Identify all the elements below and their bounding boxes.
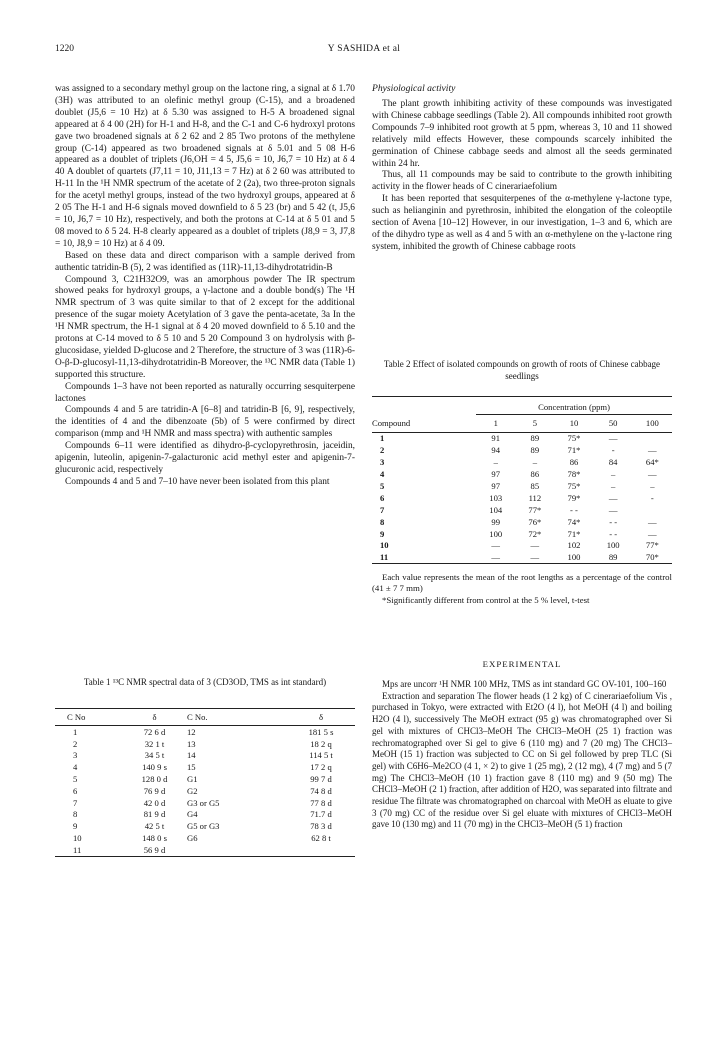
table2-value-cell: — (491, 540, 500, 551)
experimental-paragraph: Extraction and separation The flower heads (1 2 kg) of C cinerariaefolium Vis , purchased in Tokyo, were extracted with Et2O (4 l), hot MeOH (4 l) and boiling H2O (4 l), successively The MeOH extract (95 g) was chromatographed over Si gel with mixtures of CHCl3–MeOH The CHCl3–MeOH (25 1) fraction was rechromatographed over Si gel to give 6 (110 mg) and 7 (20 mg) The CHCl3–MeOH (15 1) fraction was subjected to CC on Si gel followed by prep TLC (Si gel) with C6H6–Me2CO (4 1, × 2) to give 1 (25 mg), 2 (12 mg), 4 (7 mg) and 5 (7 mg) The CHCl3–MeOH (10 1) fraction gave 8 (110 mg) and 9 (50 mg) The CHCl3–MeOH (2 1) fraction, after addition of H2O, was separated into filtrate and residue The filtrate was chromatographed on charcoal with MeOH as eluate to give 3 (70 mg) CC of the residue over Si gel eluate with mixtures of CHCl3–MeOH gave 10 (130 mg) and 11 (70 mg) in the CHCl3–MeOH (5 1) fraction (372, 690, 672, 830)
table2-row (372, 492, 672, 504)
table2-value-cell: 78* (567, 469, 581, 480)
table2-value-cell: 77* (528, 504, 542, 515)
table1-row (55, 844, 355, 856)
table2-row (372, 528, 672, 540)
table1-shift-cell: 114 5 t (309, 750, 333, 761)
table2-value-cell: 79* (567, 492, 581, 503)
table2-value-cell: — (648, 528, 657, 539)
table1-carbon-cell: 9 (73, 821, 78, 832)
table2-row (372, 551, 672, 563)
table1-row (55, 773, 355, 785)
body-paragraph: was assigned to a secondary methyl group on the lactone ring, a signal at δ 1.70 (3H) was attributed to an olefinic methyl group (C-15), and a broadened doublet (J5,6 = 10 Hz) at δ 5.30 was assigned to H-5 A broadened signal appeared at δ 4 00 (2H) for H-1 and H-8, and the C-1 and C-6 hydroxyl protons gave two broadened signals at δ 2 62 and 2 85 Two protons of the methylene group (C-14) appeared as two broadened signals at δ 5.01 and 5 08 H-6 appeared as a doublet of triplets (J6,OH = 4 5, J5,6 = 10, J6,7 = 10 Hz) at δ 4 40 A doublet of quartets (J7,11 = 10, J11,13 = 7 Hz) at δ 2 60 was attributed to H-11 In the ¹H NMR spectrum of the acetate of 2 (2a), two three-proton signals for the acetyl methyl groups, instead of the two hydroxyl groups, appeared at δ 2 05 The H-1 and H-6 signals moved downfield to δ 5 23 (br) and 5 42 (t, J5,6 = 10, J6,7 = 10 Hz), respectively, and both the protons at C-14 at δ 5 01 and 5 08 moved to δ 5 24. H-8 clearly appeared as a doublet of triplets (J8,9 = 3, J7,8 = 10, J8,9 = 10 Hz) at δ 4 09. (55, 84, 355, 249)
table2-value-cell: 86 (530, 469, 540, 480)
table1-shift-cell: 76 9 d (143, 785, 166, 796)
table2-value-cell: 94 (491, 445, 500, 456)
table1-carbon-cell: G5 or G3 (187, 821, 220, 832)
table1-shift-cell: 78 3 d (310, 821, 332, 832)
table2-compound-cell: 8 (380, 516, 385, 527)
table2-compound-cell: 3 (380, 457, 385, 468)
right-column (372, 99, 672, 254)
table2-compound-cell: 5 (380, 481, 385, 491)
table1-carbon-cell: G3 or G5 (187, 797, 220, 808)
table1-col-header: δ (152, 712, 157, 722)
table2-note: Each value represents the mean of the root lengths as a percentage of the control (41 ± 7 7 mm) (372, 572, 672, 594)
table1-carbon-cell: G1 (187, 774, 198, 785)
table2-value-cell: 84 (608, 457, 618, 468)
table1-carbon-cell (187, 844, 287, 856)
table1-shift-cell: 74 8 d (310, 785, 332, 796)
table1-shift-cell: 140 9 s (142, 762, 167, 773)
table1-shift-cell: 148 0 s (142, 833, 167, 844)
table2-value-cell: 104 (489, 504, 503, 515)
table2-value-cell: — (648, 516, 657, 527)
table2-value-cell: - - (570, 504, 578, 515)
body-paragraph: Compounds 4 and 5 are tatridin-A [6–8] and tatridin-B [6, 9], respectively, the identities of 4 and the dibenzoate (5b) of 5 were confirmed by direct comparison (mmp and ¹H NMR and mass spectra) with authentic samples (55, 405, 355, 440)
table1-shift-cell: 128 0 d (141, 774, 168, 785)
table2-value-cell: 99 (491, 516, 500, 527)
table2-compound-cell: 7 (380, 504, 385, 515)
table1-row (55, 750, 355, 762)
table1-carbon-cell: 13 (187, 738, 196, 749)
table1-shift-cell: 62 8 t (311, 833, 331, 844)
physiological-activity-heading: Physiological activity (372, 83, 456, 94)
experimental-heading: EXPERIMENTAL (482, 659, 562, 669)
table2-value-cell: 75* (567, 433, 581, 444)
table1-carbon-cell: 6 (73, 785, 78, 796)
table2-col-header: Compound (372, 418, 411, 428)
table1-shift-cell: 181 5 s (308, 726, 334, 737)
table1-col-header: C No (67, 712, 86, 722)
table2-value-cell: - (650, 492, 654, 503)
table2-row (372, 456, 672, 468)
body-paragraph: Compounds 1–3 have not been reported as naturally occurring sesquiterpene lactones (55, 381, 355, 404)
table2-value-cell: 100 (606, 540, 620, 551)
table2-value-cell: 89 (530, 433, 540, 444)
table2-value-cell: 89 (530, 445, 540, 456)
table1-shift-cell: 72 6 d (143, 726, 166, 737)
table2-value-cell: - - (609, 516, 618, 527)
table2 (372, 396, 672, 566)
experimental-section (372, 679, 672, 831)
table2-row (372, 480, 672, 492)
table2-value-cell: — (491, 552, 500, 563)
table1-shift-cell: 18 2 q (310, 738, 332, 749)
table1-row (55, 726, 355, 738)
table2-col-header: 50 (608, 418, 618, 429)
table2-value-cell: 100 (567, 552, 581, 563)
table2-value-cell: 103 (489, 492, 503, 503)
table2-compound-cell: 6 (380, 492, 385, 503)
table2-compound-cell: 11 (380, 552, 389, 563)
table1-col-header: C No. (187, 712, 208, 722)
table1-carbon-cell: 1 (73, 726, 78, 737)
table1-row (55, 797, 355, 809)
body-paragraph: Compounds 4 and 5 and 7–10 have never been isolated from this plant (65, 476, 330, 487)
running-title: Y SASHIDA et al (327, 44, 401, 54)
table1-carbon-cell: 12 (187, 726, 196, 737)
body-paragraph: The plant growth inhibiting activity of these compounds was investigated with Chinese cabbage seedlings (Table 2). All compounds inhibited root growth Compounds 7–9 inhibited root growth at 5 ppm, whereas 3, 10 and 11 showed relatively mild effects However, these compounds scarcely inhibited the germination of Chinese cabbage seeds and almost all the seeds germinated within 24 hr. (372, 99, 672, 169)
table2-value-cell: 86 (569, 457, 579, 468)
table2-row (372, 444, 672, 456)
table1-row (55, 738, 355, 750)
table2-compound-cell: 4 (380, 469, 385, 480)
table2-value-cell: 85 (530, 481, 540, 491)
table2-value-cell: – (650, 481, 655, 491)
table2-col-header: 5 (532, 418, 537, 429)
table2-value-cell: 97 (491, 481, 500, 491)
table1-row (55, 761, 355, 773)
table2-row (372, 432, 672, 444)
table2-value-cell: — (608, 504, 618, 515)
table1-carbon-cell: 7 (73, 797, 78, 808)
table2-compound-cell: 1 (380, 433, 385, 444)
table2-value-cell: — (648, 469, 657, 480)
table1-row (55, 785, 355, 797)
table1-shift-cell: 42 0 d (143, 797, 166, 808)
table2-value-cell: — (530, 552, 540, 563)
body-paragraph: Thus, all 11 compounds may be said to contribute to the growth inhibiting activity in the flower heads of C cinerariaefolium (372, 170, 672, 193)
page-number: 1220 (55, 44, 74, 54)
table2-compound-cell: 9 (380, 528, 385, 539)
table1-carbon-cell: G6 (187, 833, 198, 844)
table2-value-cell: 102 (567, 540, 581, 551)
table2-value-cell: — (530, 540, 540, 551)
table1-carbon-cell: 15 (187, 762, 196, 773)
table2-value-cell: 77* (645, 540, 659, 551)
table2-value-cell: – (493, 457, 498, 468)
table2-value-cell: 76* (528, 516, 542, 527)
table2-caption: Table 2 Effect of isolated compounds on growth of roots of Chinese cabbage seedlings (383, 359, 661, 381)
table1-row (55, 832, 355, 844)
body-paragraph: Compounds 6–11 were identified as dihydro-β-cyclopyrethrosin, jaceidin, apigenin, luteolin, apigenin-7-galacturonic acid methyl ester and apigenin-7-glucuronic acid, respectively (55, 441, 355, 475)
table2-value-cell: 91 (491, 433, 500, 444)
table1-shift-cell: 32 1 t (144, 738, 165, 749)
table1-shift-cell: 99 7 d (310, 774, 332, 785)
body-paragraph: Compound 3, C21H32O9, was an amorphous powder The IR spectrum showed peaks for hydroxyl groups, a γ-lactone and a double bond(s) The ¹H NMR spectrum of 3 was quite similar to that of 2 except for the additional presence of the sugar moiety Acetylation of 3 gave the penta-acetate, 3a In the ¹H NMR spectrum, the H-1 signal at δ 4 20 moved downfield to δ 5.10 and the protons at C-14 moved to δ 5 10 and 5 20 Compound 3 on hydrolysis with β-glucosidase, yielded D-glucose and 2 Therefore, the structure of 3 was (11R)-6-O-β-D-glucosyl-11,13-dihydrotatridin-B Moreover, the ¹³C NMR data (Table 1) supported this structure. (55, 274, 355, 380)
table2-col-header: 100 (645, 418, 659, 429)
table2-value-cell: — (608, 492, 618, 503)
table1-carbon-cell: 4 (73, 762, 78, 773)
table2-value-cell: – (610, 469, 616, 480)
table1-shift-cell (287, 844, 355, 856)
table2-value-cell: 71* (567, 445, 581, 456)
table1-carbon-cell: 14 (187, 750, 196, 761)
table1-shift-cell: 17 2 q (310, 762, 332, 773)
table2-value-cell: 71* (567, 528, 581, 539)
table2-footnote: *Significantly different from control at the 5 % level, t-test (382, 595, 590, 605)
table2-value-cell: 97 (491, 469, 500, 480)
body-paragraph: It has been reported that sesquiterpenes of the α-methylene γ-lactone type, such as helianginin and pyrethrosin, inhibited the elongation of the coleoptile section of Avena [10–12] However, in our investigation, 1–3 and 6, which are of the dihydro type as well as 4 and 5 with an α-methylene on the γ-lactone ring system, inhibited the growth of Chinese cabbage roots (372, 194, 672, 252)
table1-carbon-cell: 10 (73, 833, 82, 844)
table2-value-cell: 64* (645, 457, 659, 468)
table1-shift-cell: 77 8 d (310, 797, 332, 808)
table2-value-cell: - (611, 445, 615, 456)
table2-value-cell: 72* (528, 528, 542, 539)
table1-carbon-cell: 11 (73, 844, 82, 855)
table2-value-cell: 75* (567, 481, 581, 491)
table2-row (372, 540, 672, 552)
table2-value-cell: — (608, 433, 618, 444)
table2-col-header: 10 (569, 418, 579, 429)
table2-value-cell: – (610, 481, 616, 491)
table2-value-cell (633, 504, 672, 516)
table1-carbon-cell: 5 (73, 774, 78, 785)
table2-value-cell: 100 (489, 528, 503, 539)
table2-value-cell: 89 (608, 552, 618, 563)
table1-carbon-cell: G4 (187, 809, 198, 820)
table2-row (372, 516, 672, 528)
table2-group-header: Concentration (ppm) (476, 400, 672, 415)
table2-value-cell: 112 (528, 492, 542, 503)
table1-row (55, 809, 355, 821)
table2-value-cell (633, 432, 672, 444)
table2-row (372, 468, 672, 480)
table2-value-cell: — (648, 445, 657, 456)
table1-col-header: δ (318, 712, 324, 722)
table2-compound-cell: 2 (380, 445, 385, 456)
table2-value-cell: – (532, 457, 537, 468)
table2-compound-cell: 10 (380, 540, 389, 551)
table1-carbon-cell: 2 (73, 738, 78, 749)
table2-value-cell: 74* (567, 516, 581, 527)
table1 (55, 708, 355, 859)
left-column (55, 84, 355, 489)
table1-shift-cell: 56 9 d (143, 844, 166, 855)
table1-shift-cell: 34 5 t (144, 750, 165, 761)
table1-row (55, 820, 355, 832)
table1-caption: Table 1 ¹³C NMR spectral data of 3 (CD3OD, TMS as int standard) (83, 677, 327, 687)
table1-carbon-cell: G2 (187, 785, 198, 796)
table1-carbon-cell: 3 (73, 750, 78, 761)
table1-shift-cell: 81 9 d (143, 809, 166, 820)
table1-shift-cell: 42 5 t (144, 821, 165, 832)
table2-value-cell: 70* (645, 552, 659, 563)
table1-shift-cell: 71.7 d (310, 809, 332, 820)
body-paragraph: Based on these data and direct comparison with a sample derived from authentic tatridin-B (5), 2 was identified as (11R)-11,13-dihydrotatridin-B (55, 250, 355, 273)
table2-row (372, 504, 672, 516)
experimental-paragraph: Mps are uncorr ¹H NMR 100 MHz, TMS as int standard GC OV-101, 100–160 (382, 679, 667, 689)
table2-col-header: 1 (493, 418, 498, 429)
table2-value-cell: - - (609, 528, 618, 539)
table1-carbon-cell: 8 (73, 809, 78, 820)
